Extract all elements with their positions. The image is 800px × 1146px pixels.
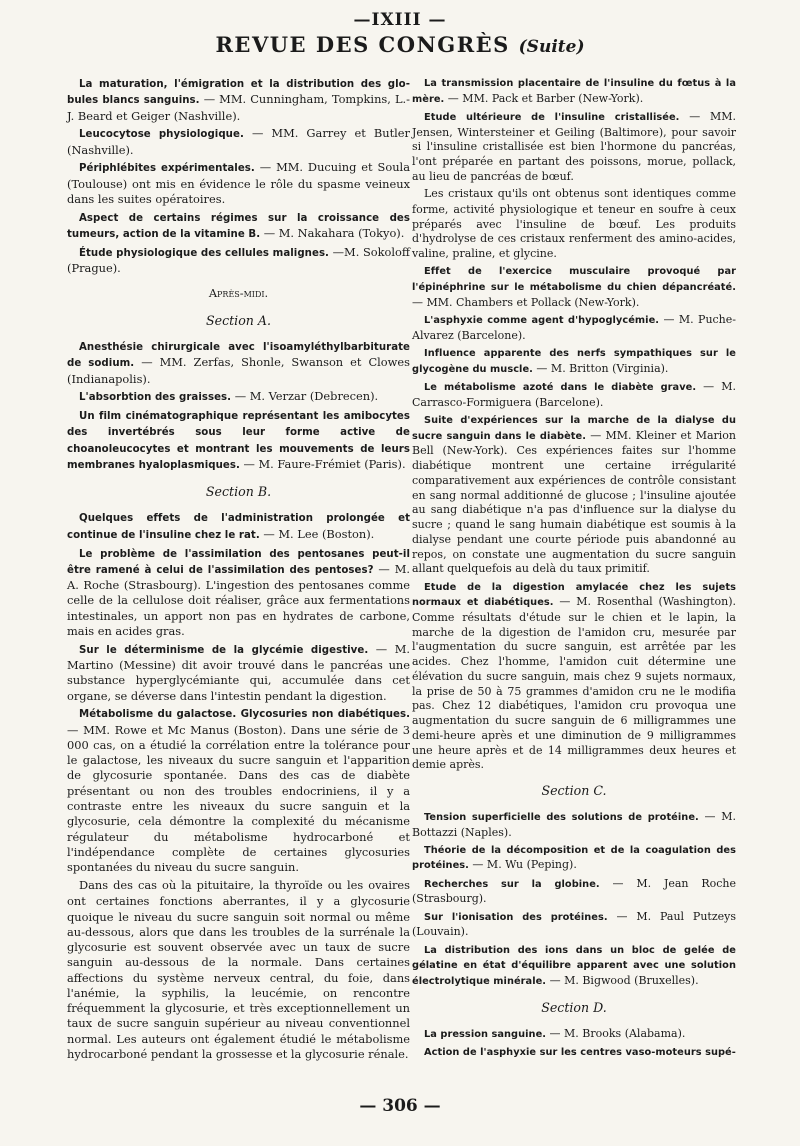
communication-entry (412, 877, 736, 907)
entry-title: La maturation, l'émigration et la distribution des glo-bules blancs sanguins. (67, 79, 410, 107)
entry-text: — MM. Kleiner et Marion Bell (New-York). Ces expériences faites sur l'homme diabétique montrent une certaine irrégularité comparativement aux expériences de contrôle consistant en sang normal additionné de glucose ; l'insuline ajoutée au sang diabétique n'a pas d'influence sur la dialyse du sucre ; quand le sang humain diabétique est soumis à la dialyse pendant une courte période puis abandonné au repos, on constate une augmentation du sucre sanguin allant quelquefois au delà du taux primitif. (412, 428, 736, 576)
entry-text: — MM. Ducuing et Soula (Toulouse) ont mis en évidence le rôle du spasme veineux dans les suites opératoires. (67, 160, 410, 206)
communication-entry (67, 339, 410, 387)
communication-entry (67, 160, 410, 207)
entry-title: Un film cinématographique représentant les amibocytes des invertébrés sous leur forme active de choanoleucocytes et montrant les mouvements de leurs membranes hyaloplasmiques. (67, 411, 410, 471)
page-folio: — 306 — (359, 1096, 441, 1116)
entry-title: Périphlébites expérimentales. (79, 163, 255, 175)
entry-title: La pression sanguine. (424, 1028, 547, 1040)
entry-title: Quelques effets de l'administration prolongée et continue de l'insuline chez le rat. (67, 513, 410, 541)
entry-title: Sur l'ionisation des protéines. (424, 911, 608, 923)
entry-text: — M. Rosenthal (Washington). Comme résultats d'étude sur le chien et le lapin, la marche de la digestion de l'amidon cru, mesurée par l'augmentation du sucre sanguin, est arrêtée par les acides. Chez l'homme, l'amidon cuit détermine une élévation du sucre sanguin, mais chez 9 sujets normaux, la prise de 50 à 75 grammes d'amidon cru ne le modifia pas. Chez 12 diabétiques, l'amidon cru provoqua une augmentation du sucre sanguin de 6 milligrammes une demi-heure après et une diminution de 9 milligrammes une heure après et de 14 milligrammes deux heures et demie après. (412, 595, 736, 772)
entry-text: — MM. Zerfas, Shonle, Swanson et Clowes (Indianapolis). (67, 355, 411, 386)
entry-text: — M. Martino (Messine) dit avoir trouvé dans le pancréas une substance hyperglycémiante qui, accumulée dans cet organe, se déverse dans l'intestin pendant la digestion. (67, 641, 410, 703)
entry-title: La distribution des ions dans un bloc de gelée de gélatine en état d'équilibre apparent avec une solution électrolytique minérale. (412, 944, 736, 988)
entry-text: — M. Bottazzi (Naples). (412, 809, 736, 839)
entry-title: Influence apparente des nerfs sympathiques sur le glycogène du muscle. (412, 347, 736, 375)
communication-entry (412, 1027, 736, 1043)
entry-title: Action de l'asphyxie sur les centres vaso-moteurs supé- (424, 1046, 736, 1058)
entry-title: Recherches sur la globine. (424, 878, 600, 890)
section-heading: Section D. (541, 999, 607, 1015)
entry-title: Le métabolisme azoté dans le diabète grave. (424, 381, 697, 393)
entry-title: Anesthésie chirurgicale avec l'isoamyléthylbarbiturate de sodium. (67, 341, 410, 370)
roman-page-number: —IXIII — (353, 10, 447, 30)
entry-title: Aspect de certains régimes sur la croissance des tumeurs, action de la vitamine B. (67, 212, 410, 241)
entry-title: L'absorbtion des graisses. (79, 392, 232, 404)
entry-text: — MM. Garrey et Butler (Nashville). (67, 126, 410, 157)
right-column (412, 76, 736, 1063)
entry-text: — M. Jean Roche (Strasbourg). (412, 876, 737, 906)
entry-title: Effet de l'exercice musculaire provoqué par l'épinéphrine sur le métabolisme du chien dépancréaté. (412, 266, 736, 294)
entry-text: — M. Faure-Frémiet (Paris). (239, 456, 406, 471)
entry-text: — M. Wu (Peping). (468, 858, 577, 872)
communication-entry (67, 408, 410, 473)
left-column (67, 76, 410, 1065)
entry-title: Théorie de la décomposition et de la coagulation des protéines. (412, 844, 736, 872)
entry-text: — M. Puche-Alvarez (Barcelone). (412, 313, 736, 342)
communication-entry (67, 76, 410, 124)
communication-entry (412, 346, 736, 377)
communication-entry (67, 389, 410, 405)
communication-entry (412, 264, 736, 310)
entry-title: La transmission placentaire de l'insuline du fœtus à la mère. (412, 78, 736, 105)
entry-text: — M. Carrasco-Formiguera (Barcelone). (412, 379, 736, 409)
entry-title: Tension superficielle des solutions de protéine. (424, 811, 699, 823)
entry-text: Dans des cas où la pituitaire, la thyroïde ou les ovaires ont certaines fonctions aberrantes, il y a glycosurie quoique le niveau du sucre sanguin soit normal ou même au-dessous, alors que dans les troubles de la surrénale la glycosurie est souvent observée avec un taux de sucre sanguin au-dessous de la normale. Dans certaines affections du système nerveux central, du foie, dans l'anémie, la syphilis, la leucémie, on rencontre fréquemment la glycosurie, et très exceptionnellement un taux de sucre sanguin supérieur au niveau conventionnel normal. Les auteurs ont également étudié le métabolisme hydrocarboné pendant la grossesse et la glycosurie rénale. (67, 877, 410, 1062)
entry-text: — M. Bigwood (Bruxelles). (546, 974, 699, 988)
entry-text: — M. Lee (Boston). (259, 526, 375, 541)
communication-entry (412, 313, 736, 343)
entry-text: — MM. Chambers et Pollack (New-York). (412, 295, 640, 309)
entry-title: L'asphyxie comme agent d'hypoglycémie. (424, 315, 660, 327)
entry-text: —M. Sokoloff (Prague). (67, 244, 410, 276)
communication-entry (67, 245, 410, 277)
entry-text: — M. Brooks (Alabama). (546, 1026, 686, 1040)
entry-title: Métabolisme du galactose. Glycosuries non diabétiques. (79, 709, 410, 721)
communication-entry (67, 546, 410, 640)
entry-text: — M. Britton (Virginia). (532, 361, 669, 375)
communication-entry (412, 413, 736, 577)
section-heading: Section C. (541, 783, 607, 799)
entry-title: Étude physiologique des cellules malignes. (79, 247, 329, 259)
communication-entry (412, 110, 736, 185)
communication-entry (67, 706, 410, 875)
communication-entry (67, 642, 410, 704)
communication-entry (412, 380, 736, 410)
entry-text: — MM. Rowe et Mc Manus (Boston). Dans une série de 3 000 cas, on a étudié la corrélation entre la tolérance pour le galactose, les niveaux du sucre sanguin et l'apparition de glycosurie spontanée. Dans des cas de diabète présentant ou non des troubles endocriniens, il y a contraste entre les niveaux du sucre sanguin et la glycosurie, cela démontre la complexité du mécanisme régulateur du métabolisme hydrocarboné et l'indépendance complète de certaines glycosuries spontanées du niveau du sucre sanguin. (67, 722, 410, 875)
communication-entry (412, 76, 736, 107)
entry-text: — M. Paul Putzeys (Louvain). (412, 909, 736, 939)
entry-title: Etude ultérieure de l'insuline cristallisée. (424, 111, 680, 123)
communication-entry (412, 580, 736, 774)
title-text: REVUE DES CONGRÈS (215, 32, 510, 57)
page-title (0, 32, 800, 57)
entry-text: Les cristaux qu'ils ont obtenus sont identiques comme forme, activité physiologique et teneur en soufre à ceux préparés avec l'insuline de bœuf. Les produits d'hydrolyse de ces cristaux renferment des amino-acides, valine, praline, et glycine. (412, 187, 736, 261)
entry-title: Le problème de l'assimilation des pentosanes peut-il être ramené à celui de l'assimilation des pentoses? (67, 548, 410, 576)
title-suite: (Suite) (518, 37, 585, 57)
entry-text: — M. Verzar (Debrecen). (231, 389, 379, 404)
entry-title: Leucocytose physiologique. (79, 129, 244, 141)
entry-title: Etude de la digestion amylacée chez les sujets normaux et diabétiques. (412, 581, 736, 609)
communication-entry (412, 810, 736, 840)
entry-text: — M. Nakahara (Tokyo). (260, 226, 405, 241)
entry-text: — MM. Jensen, Wintersteiner et Geiling (Baltimore), pour savoir si l'insuline cristallisée est bien l'hormone du pancréas, l'ont préparée en partant des poissons, morue, pollack, au lieu de pancréas de bœuf. (412, 109, 736, 183)
entry-title: Sur le déterminisme de la glycémie digestive. (79, 644, 369, 656)
communication-entry (67, 126, 410, 158)
session-heading: Après-midi. (208, 286, 269, 301)
communication-entry (67, 510, 410, 543)
section-heading: Section A. (205, 312, 272, 328)
communication-entry (412, 187, 736, 262)
communication-entry (67, 210, 410, 243)
communication-entry (67, 878, 410, 1062)
entry-title: Suite d'expériences sur la marche de la dialyse du sucre sanguin dans le diabète. (412, 414, 736, 442)
entry-text: — MM. Cunningham, Tompkins, L.-J. Beard et Geiger (Nashville). (67, 92, 410, 123)
communication-entry (412, 943, 736, 990)
section-heading: Section B. (205, 484, 272, 500)
communication-entry (412, 910, 736, 940)
communication-entry (412, 843, 736, 874)
communication-entry (412, 1045, 736, 1061)
entry-text: — M. A. Roche (Strasbourg). L'ingestion des pentosanes comme celle de la cellulose doit réaliser, grâce aux fermentations intestinales, un apport non pas en hydrates de carbone, mais en acides gras. (67, 561, 410, 638)
entry-text: — MM. Pack et Barber (New-York). (444, 91, 644, 105)
